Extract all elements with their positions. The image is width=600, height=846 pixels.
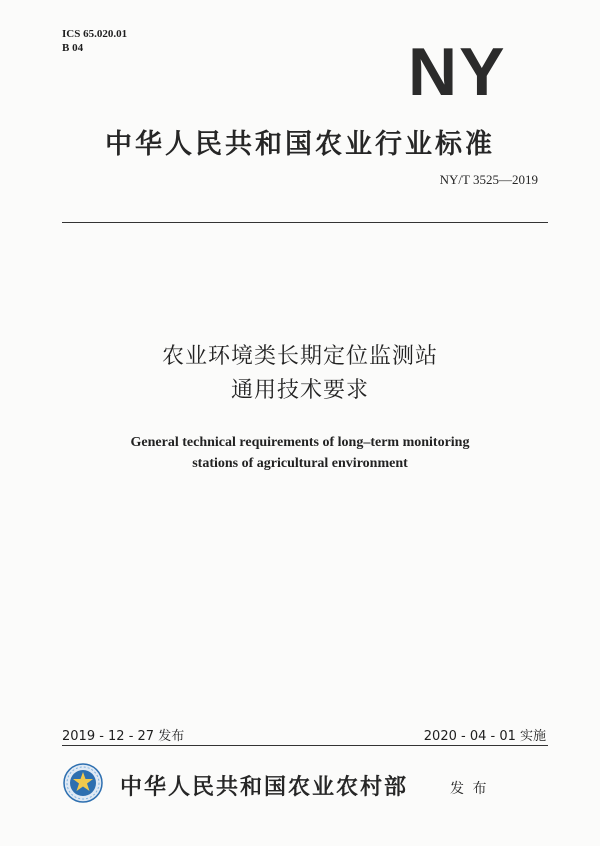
standard-type-title: 中华人民共和国农业行业标准	[105, 129, 495, 160]
chinese-title	[0, 340, 600, 408]
national-emblem-icon	[63, 763, 103, 803]
english-title-line-1: General technical requirements of long–term monitoring	[130, 435, 470, 450]
issuer-suffix: 发 布	[450, 781, 489, 797]
standard-number: NY/T 3525—2019	[439, 172, 538, 187]
ccs-code: B 04	[62, 42, 84, 54]
english-title-line-2: stations of agricultural environment	[192, 456, 408, 471]
english-title	[0, 432, 600, 474]
chinese-title-line-1: 农业环境类长期定位监测站	[161, 344, 438, 369]
chinese-title-line-2: 通用技术要求	[230, 378, 369, 403]
implementation-date: 2020 - 04 - 01 实施	[423, 729, 546, 744]
ics-code: ICS 65.020.01	[62, 28, 128, 40]
issuing-authority: 中华人民共和国农业农村部	[120, 775, 409, 800]
ny-logo: NY	[408, 34, 507, 110]
top-divider	[62, 222, 548, 223]
issue-date: 2019 - 12 - 27 发布	[62, 729, 185, 744]
classification-codes	[62, 27, 127, 55]
bottom-divider	[62, 745, 548, 746]
